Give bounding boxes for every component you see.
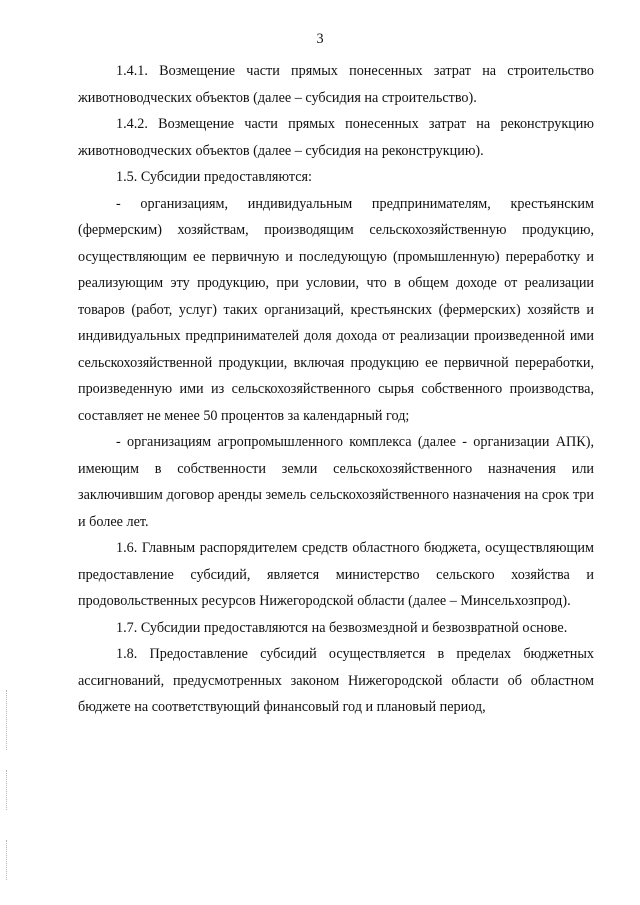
scan-margin-mark (6, 770, 8, 810)
paragraph-1-8: 1.8. Предоставление субсидий осуществляется в пределах бюджетных ассигнований, предусмотренных законом Нижегородской области об областном бюджете на соответствующий финансовый год и плановый период, (78, 646, 594, 715)
paragraph-1-5: 1.5. Субсидии предоставляются: (116, 169, 312, 185)
scan-margin-mark (6, 690, 8, 750)
page-number: 3 (316, 31, 324, 47)
scan-margin-mark (6, 840, 8, 880)
paragraph-1-7: 1.7. Субсидии предоставляются на безвозмездной и безвозвратной основе. (116, 619, 568, 636)
paragraph-1-4-2: 1.4.2. Возмещение части прямых понесенных затрат на реконструкцию животноводческих объектов (далее – субсидия на реконструкцию). (78, 116, 594, 159)
document-body (78, 58, 594, 721)
paragraph-1-5-item-2: - организациям агропромышленного комплекса (далее - организации АПК), имеющим в собственности земли сельскохозяйственного назначения или заключившим договор аренды земель сельскохозяйственного назначения на срок три и более лет. (78, 434, 594, 530)
paragraph-1-5-item-1: - организациям, индивидуальным предпринимателям, крестьянским (фермерским) хозяйствам, производящим сельскохозяйственную продукцию, осуществляющим ее первичную и последующую (промышленную) переработку и реализующим эту продукцию, при условии, что в общем доходе от реализации товаров (работ, услуг) таких организаций, крестьянских (фермерских) хозяйств и индивидуальных предпринимателей доля дохода от реализации произведенной ими сельскохозяйственной продукции, включая продукцию ее первичной переработки, произведенную ими из сельскохозяйственного сырья собственного производства, составляет не менее 50 процентов за календарный год; (78, 195, 594, 424)
paragraph-1-4-1: 1.4.1. Возмещение части прямых понесенных затрат на строительство животноводческих объектов (далее – субсидия на строительство). (78, 63, 594, 106)
paragraph-1-6: 1.6. Главным распорядителем средств областного бюджета, осуществляющим предоставление субсидий, является министерство сельского хозяйства и продовольственных ресурсов Нижегородской области (далее – Минсельхозпрод). (78, 540, 594, 609)
